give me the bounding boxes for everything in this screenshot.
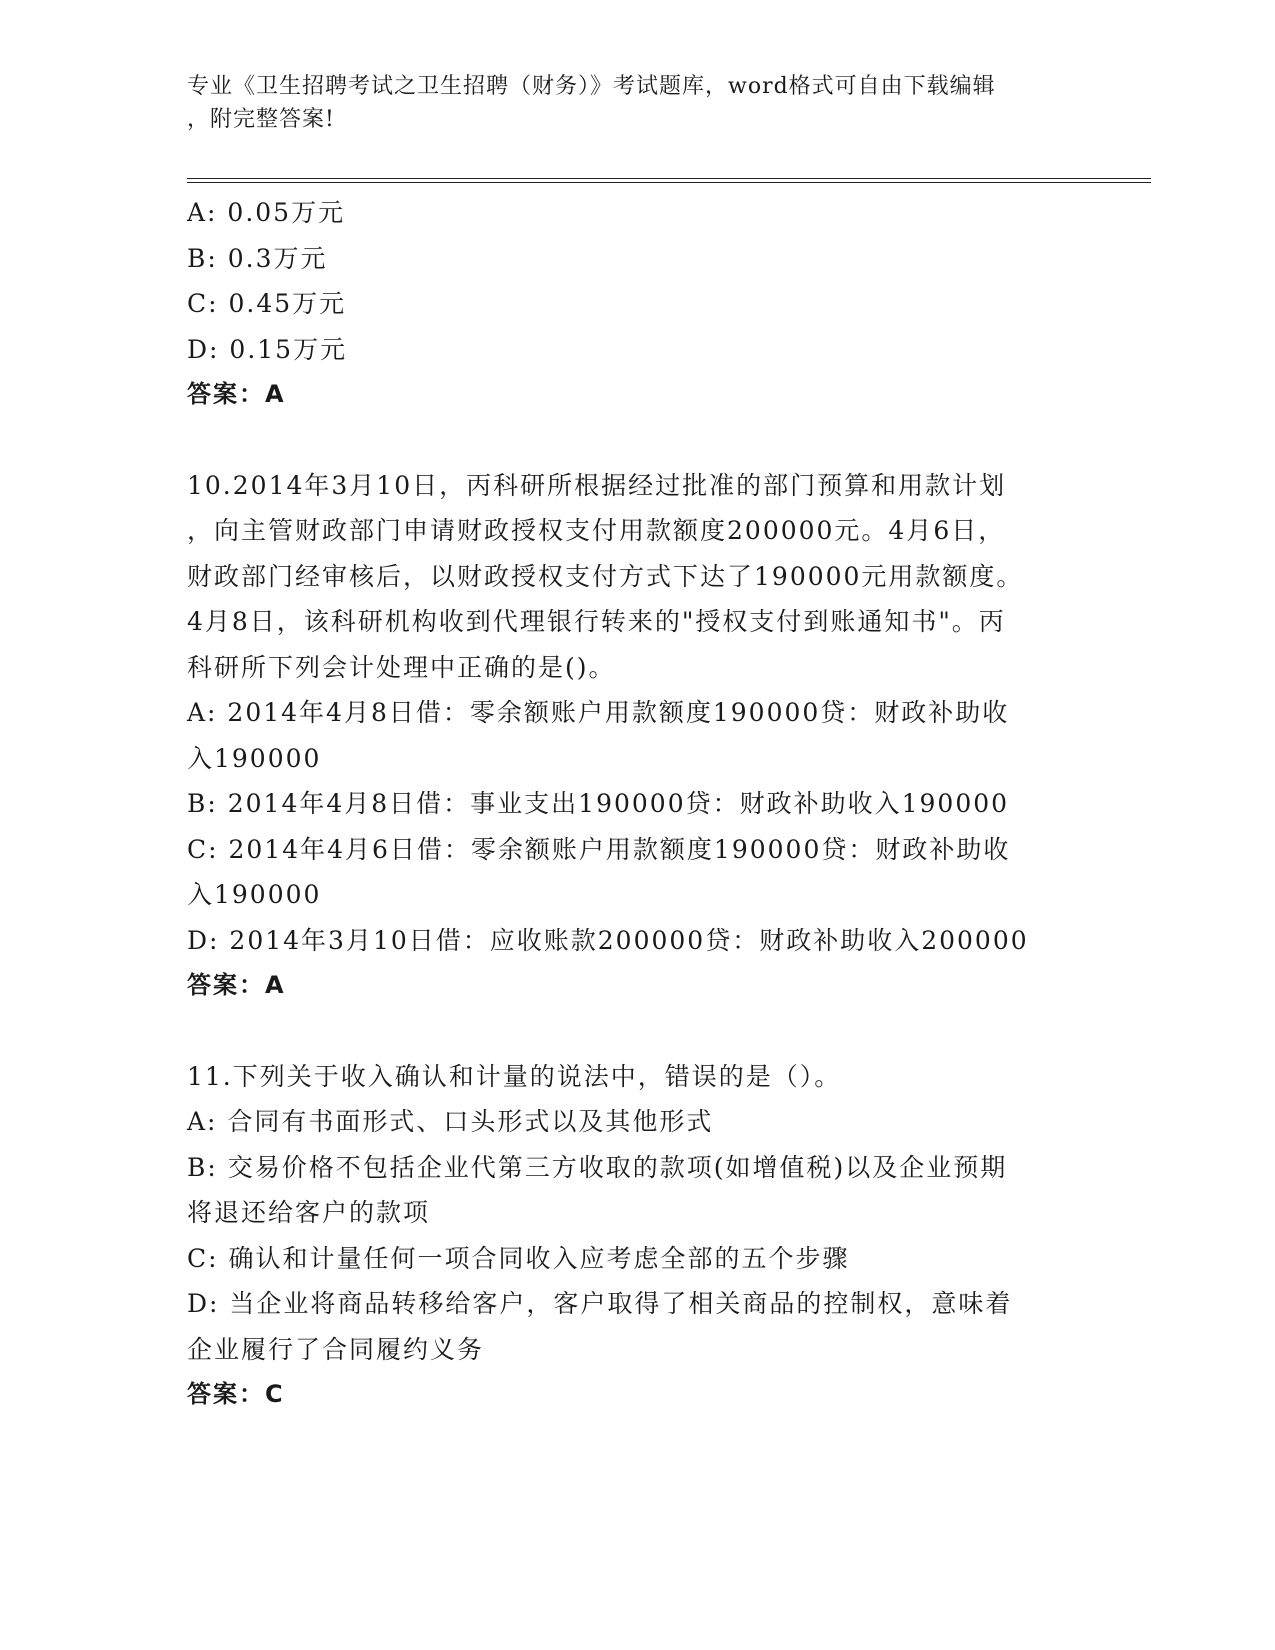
option-b-continued: 将退还给客户的款项 xyxy=(187,1198,431,1227)
option-c: C: 确认和计量任何一项合同收入应考虑全部的五个步骤 xyxy=(187,1243,850,1273)
option-c-continued: 入190000 xyxy=(187,880,322,909)
question-11 xyxy=(187,1054,1087,1418)
option-b: B: 交易价格不包括企业代第三方收取的款项(如增值税)以及企业预期 xyxy=(187,1152,1008,1182)
question-stem-line: 财政部门经审核后，以财政授权支付方式下达了190000元用款额度。 xyxy=(187,561,1024,591)
option-a: A: 2014年4月8日借：零余额账户用款额度190000贷：财政补助收 xyxy=(187,698,1010,727)
question-stem-line: 10.2014年3月10日，丙科研所根据经过批准的部门预算和用款计划 xyxy=(187,470,1007,500)
question-9-options xyxy=(187,190,1087,418)
option-a: A: 0.05万元 xyxy=(187,198,346,227)
question-stem-line: ，向主管财政部门申请财政授权支付用款额度200000元。4月6日， xyxy=(187,516,1006,545)
answer-label: 答案：C xyxy=(187,1380,285,1408)
option-c: C: 0.45万元 xyxy=(187,289,347,318)
option-b: B: 2014年4月8日借：事业支出190000贷：财政补助收入190000 xyxy=(187,789,1010,818)
option-c: C: 2014年4月6日借：零余额账户用款额度190000贷：财政补助收 xyxy=(187,834,1011,864)
option-d: D: 当企业将商品转移给客户，客户取得了相关商品的控制权，意味着 xyxy=(187,1289,1013,1318)
header-divider xyxy=(187,178,1151,183)
option-d-continued: 企业履行了合同履约义务 xyxy=(187,1334,485,1364)
answer-label: 答案：A xyxy=(187,971,286,999)
spacer xyxy=(187,418,1087,463)
option-d: D: 0.15万元 xyxy=(187,334,348,364)
question-stem-line: 4月8日，该科研机构收到代理银行转来的"授权支付到账通知书"。丙 xyxy=(187,607,1006,636)
question-10 xyxy=(187,463,1087,1009)
option-d: D: 2014年3月10日借：应收账款200000贷：财政补助收入200000 xyxy=(187,925,1029,955)
answer-label: 答案：A xyxy=(187,380,286,408)
question-content xyxy=(187,190,1087,1418)
document-header xyxy=(187,70,1067,136)
option-b: B: 0.3万元 xyxy=(187,243,328,273)
option-a: A: 合同有书面形式、口头形式以及其他形式 xyxy=(187,1107,714,1136)
option-a-continued: 入190000 xyxy=(187,743,322,773)
question-stem-line: 科研所下列会计处理中正确的是()。 xyxy=(187,652,616,682)
header-line-1: 专业《卫生招聘考试之卫生招聘（财务）》考试题库，word格式可自由下载编辑 xyxy=(187,74,996,99)
spacer xyxy=(187,1009,1087,1054)
question-stem: 11.下列关于收入确认和计量的说法中，错误的是（）。 xyxy=(187,1061,842,1091)
header-line-2: ，附完整答案! xyxy=(187,107,335,132)
